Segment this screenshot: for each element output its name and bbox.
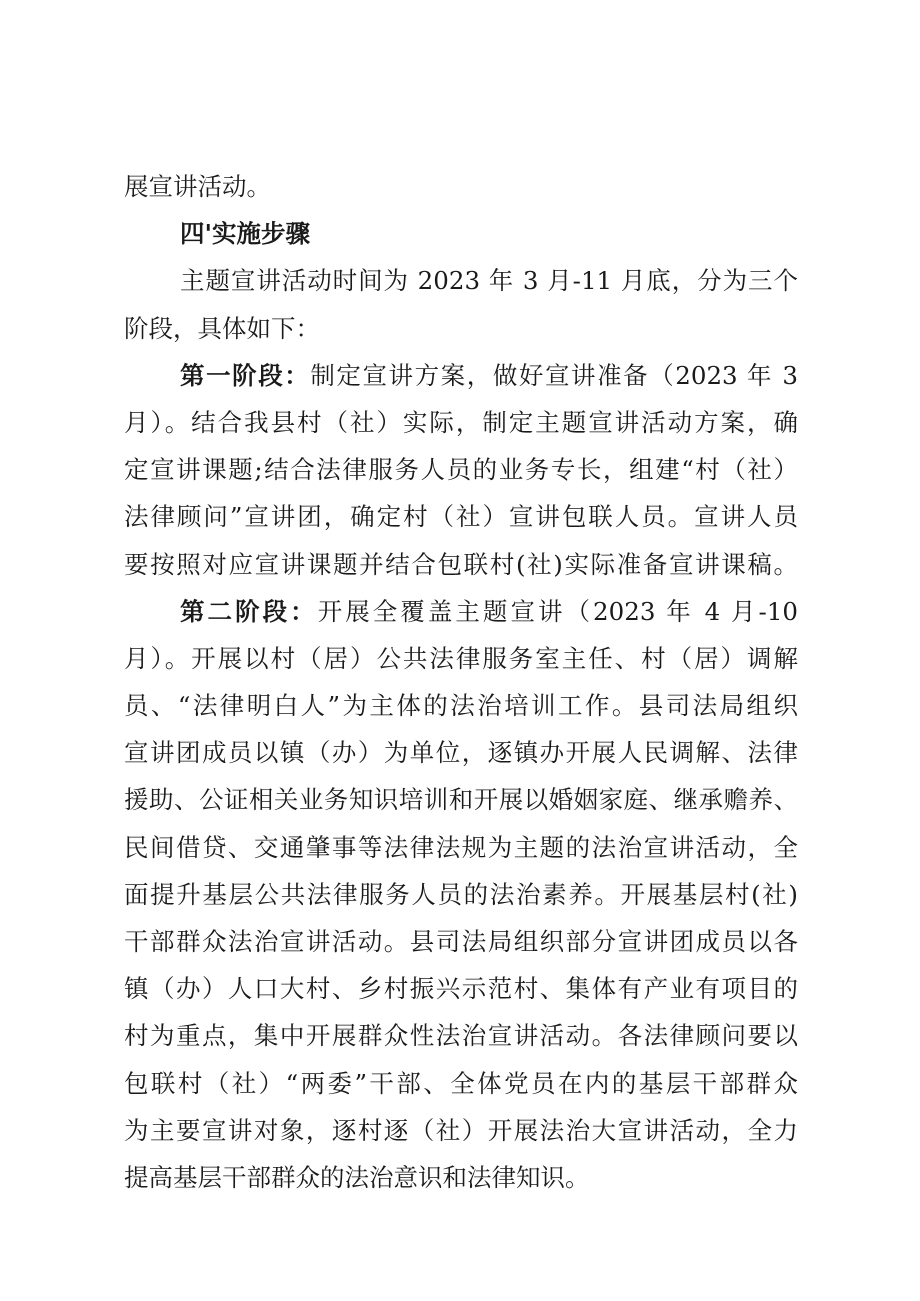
phase2-line: 月）。开展以村（居）公共法律服务室主任、村（居）调解: [124, 643, 798, 673]
phase2-line: 村为重点，集中开展群众性法治宣讲活动。各法律顾问要以: [124, 1021, 798, 1051]
schedule-para-line: 阶段，具体如下：: [124, 313, 320, 343]
phase1-first-line-text: 制定宣讲方案，做好宣讲准备（2023 年 3: [310, 360, 799, 390]
phase1-line: 定宣讲课题;结合法律服务人员的业务专长，组建“村（社）: [124, 455, 798, 485]
phase1-first-line: [124, 352, 798, 399]
phase1-line: 法律顾问”宣讲团，确定村（社）宣讲包联人员。宣讲人员: [124, 502, 798, 532]
section-heading: 四'实施步骤: [180, 219, 311, 249]
phase2-line: 镇（办）人口大村、乡村振兴示范村、集体有产业有项目的: [124, 974, 798, 1004]
phase1-label: 第一阶段：: [180, 360, 311, 390]
phase2-line: 包联村（社）“两委”干部、全体党员在内的基层干部群众: [124, 1068, 798, 1098]
phase2-first-line: [124, 588, 798, 635]
phase2-label: 第二阶段：: [180, 596, 318, 626]
phase2-line: 员、“法律明白人”为主体的法治培训工作。县司法局组织: [124, 691, 798, 721]
phase1-line: 要按照对应宣讲课题并结合包联村(社)实际准备宣讲课稿。: [124, 549, 798, 579]
phase2-line: 为主要宣讲对象，逐村逐（社）开展法治大宣讲活动，全力: [124, 1115, 798, 1145]
phase2-first-line-text: 开展全覆盖主题宣讲（2023 年 4 月-10: [317, 596, 798, 626]
phase2-line: 援助、公证相关业务知识培训和开展以婚姻家庭、继承赡养、: [124, 785, 798, 815]
intro-tail-line: 展宣讲活动。: [124, 172, 271, 201]
schedule-para-line: 主题宣讲活动时间为 2023 年 3 月-11 月底，分为三个: [180, 266, 798, 296]
phase2-line: 提高基层干部群众的法治意识和法律知识。: [124, 1162, 590, 1192]
phase2-line: 面提升基层公共法律服务人员的法治素养。开展基层村(社): [124, 879, 798, 909]
phase2-line: 民间借贷、交通肇事等法律法规为主题的法治宣讲活动，全: [124, 832, 798, 862]
document-body: [124, 163, 798, 1201]
phase1-line: 月）。结合我县村（社）实际，制定主题宣讲活动方案，确: [124, 407, 798, 437]
phase2-line: 干部群众法治宣讲活动。县司法局组织部分宣讲团成员以各: [124, 927, 798, 956]
phase2-line: 宣讲团成员以镇（办）为单位，逐镇办开展人民调解、法律: [124, 738, 798, 768]
